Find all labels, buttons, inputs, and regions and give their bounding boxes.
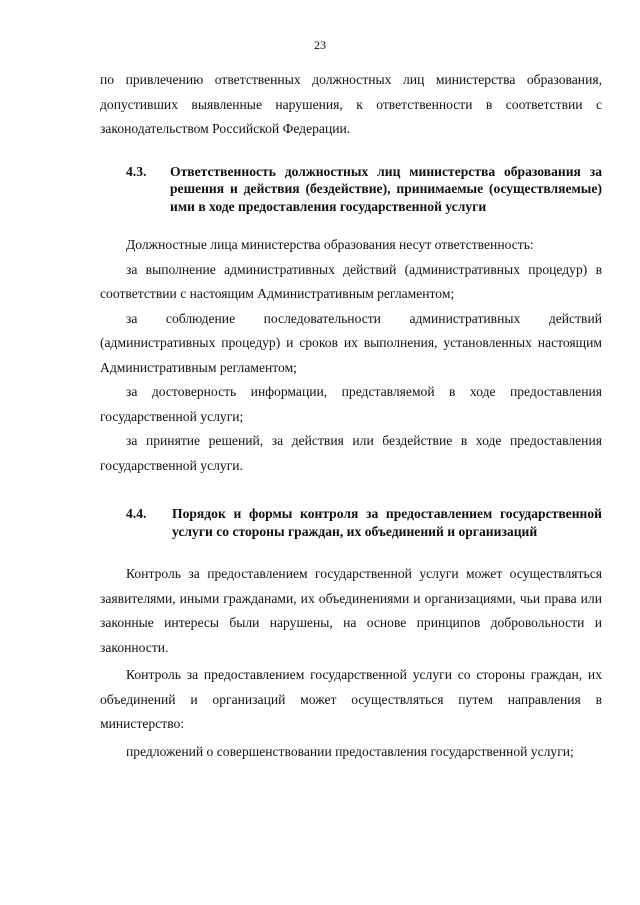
page-number: 23: [314, 38, 326, 52]
section-number: 4.3.: [126, 163, 147, 179]
control-paragraph: Контроль за предоставлением государственной услуги может осуществляться заявителями, иными гражданами, их объединениями и организациями, чьи права или законные интересы были нарушены, на основе принципов добровольности и законности.: [100, 566, 602, 655]
intro-paragraph: по привлечению ответственных должностных лиц министерства образования, допустивших выявленные нарушения, к ответственности в соответствии с законодательством Российской Федерации.: [100, 72, 602, 136]
section-heading-4-4: [126, 505, 602, 540]
responsibility-item: за соблюдение последовательности административных действий (административных процедур) и сроков их выполнения, установленных настоящим Административным регламентом;: [100, 310, 602, 375]
control-item: предложений о совершенствовании предоставления государственной услуги;: [126, 743, 574, 759]
control-paragraph: Контроль за предоставлением государственной услуги со стороны граждан, их объединений и организаций может осуществляться путем направления в министерство:: [100, 667, 602, 731]
section-title: Порядок и формы контроля за предоставлением государственной услуги со стороны граждан, их объединений и организаций: [172, 506, 602, 539]
responsibility-item: за достоверность информации, представляемой в ходе предоставления государственной услуги;: [100, 384, 602, 424]
responsibility-lead: Должностные лица министерства образования несут ответственность:: [126, 237, 534, 252]
section-number: 4.4.: [126, 506, 147, 521]
section-title: Ответственность должностных лиц министерства образования за решения и действия (бездействие), принимаемые (осуществляемые) ими в ходе предоставления государственной услуги: [170, 163, 602, 214]
responsibility-item: за принятие решений, за действия или бездействие в ходе предоставления государственной услуги.: [100, 433, 602, 473]
section-heading-4-3: [126, 163, 602, 216]
document-body: [100, 68, 602, 764]
responsibility-item: за выполнение административных действий (административных процедур) в соответствии с настоящим Административным регламентом;: [100, 261, 602, 301]
